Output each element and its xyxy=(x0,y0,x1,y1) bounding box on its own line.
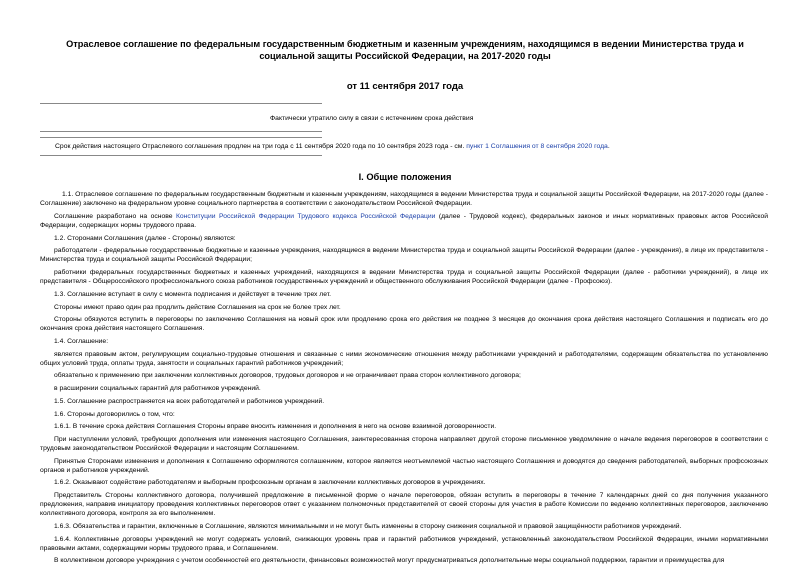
paragraph-guarantees: в расширении социальных гарантий для работников учреждений. xyxy=(54,385,261,393)
extended-note-end: . xyxy=(607,143,610,150)
agreement-2020-link[interactable]: пункт 1 Соглашения от 8 сентября 2020 года xyxy=(466,143,608,150)
paragraph-employees: работники федеральных государственных бюджетных и казенных учреждений, находящихся в ведении Министерства труда и социальной защиты Российской Федерации (далее - работники учреждений), в лице их представителя - Общероссийского профессионального союза работников государственных учреждений и общественного обслуживания Российской Федерации (далее - Профсоюз). xyxy=(40,269,768,286)
paragraph-1-4: 1.4. Соглашение: xyxy=(54,337,109,345)
paragraph-1-6-4: 1.6.4. Коллективные договоры учреждений не могут содержать условий, снижающих уровень прав и гарантий работников учреждений, установленный законодательством Российской Федерации, иными нормативными правовыми актами, содержащими нормы трудового права, и Соглашением. xyxy=(40,535,768,552)
paragraph-1-6-2: 1.6.2. Оказывают содействие работодателям и выборным профсоюзным органам в заключении коллективных договоров в учреждениях. xyxy=(54,479,486,487)
paragraph-1-6-1: 1.6.1. В течение срока действия Соглашения Стороны вправе вносить изменения и дополнения в него на основе взаимной договоренности. xyxy=(54,423,497,431)
extended-note xyxy=(55,142,775,151)
paragraph-changes: При наступлении условий, требующих дополнения или изменения настоящего Соглашения, заинтересованная сторона направляет другой стороне письменное уведомление о начале ведения переговоров в соответствии с трудовым законодательством Российской Федерации и настоящим Соглашением. xyxy=(40,435,768,452)
paragraph-1-5: 1.5. Соглашение распространяется на всех работодателей и работников учреждений. xyxy=(54,397,325,405)
labor-code-link[interactable]: Трудового кодекса Российской Федерации xyxy=(297,212,436,220)
paragraph-mandatory: обязательно к применению при заключении коллективных договоров, трудовых договоров и не ограничивает права сторон коллективного договора; xyxy=(54,372,521,380)
paragraph-extension-right: Стороны имеют право один раз продлить действие Соглашения на срок не более трех лет. xyxy=(54,303,341,311)
paragraph-1-6-3: 1.6.3. Обязательства и гарантии, включенные в Соглашение, являются минимальными и не могут быть изменены в сторону снижения социальной и правовой защищённости работников учреждений. xyxy=(54,523,682,530)
document-body xyxy=(40,190,768,569)
document-date: от 11 сентября 2017 года xyxy=(346,81,464,92)
paragraph-basis xyxy=(40,212,768,230)
divider xyxy=(40,131,322,132)
constitution-link[interactable]: Конституции Российской Федерации xyxy=(175,212,294,220)
paragraph-collective-agreement: В коллективном договоре учреждения с учетом особенностей его деятельности, финансовых возможностей могут предусматриваться дополнительные меры социальной поддержки, гарантии и преимущества для xyxy=(54,557,725,565)
section-heading: I. Общие положения xyxy=(358,172,452,182)
paragraph-employers: работодатели - федеральные государственные бюджетные и казенные учреждения, находящиеся в ведении Министерства труда и социальной защиты Российской Федерации (далее - учреждения), в лице их представителя - Министерства труда и социальной защиты Российской Федерации; xyxy=(40,247,768,264)
paragraph-basis-text: Соглашение разработано на основе xyxy=(54,212,173,220)
paragraph-1-2: 1.2. Сторонами Соглашения (далее - Стороны) являются: xyxy=(54,234,236,242)
paragraph-negotiations: Стороны обязуются вступить в переговоры по заключению Соглашения на новый срок или продлению срока его действия не позднее 3 месяцев до окончания срока действия настоящего Соглашения и подписать его до окончания срока действия настоящего Соглашения. xyxy=(40,316,768,333)
paragraph-1-3: 1.3. Соглашение вступает в силу с момента подписания и действует в течение трех лет. xyxy=(54,290,331,298)
paragraph-1-6: 1.6. Стороны договорились о том, что: xyxy=(54,410,175,418)
document-title: Отраслевое соглашение по федеральным государственным бюджетным и казенным учреждениям, находящимся в ведении Министерства труда и социальной защиты Российской Федерации, на 2017-2020 годы xyxy=(66,39,744,61)
paragraph-representative: Представитель Стороны коллективного договора, получившей предложение в письменной форме о начале переговоров, обязан вступить в переговоры в течение 7 календарных дней со дня получения указанного предложения, направив инициатору проведения коллективных переговоров ответ с указанием полномочных представителей от своей стороны для участия в работе Комиссии по ведению коллективных переговоров, заключению коллективного договора, контроля за его выполнением. xyxy=(40,492,768,518)
paragraph-legal-act: является правовым актом, регулирующим социально-трудовые отношения и связанные с ними экономические отношения между работниками учреждений и работодателями, содержащим обязательства по установлению общих условий труда, оплаты труда, занятости и социальных гарантий работников учреждений; xyxy=(40,350,768,367)
extended-note-text: Срок действия настоящего Отраслевого соглашения продлен на три года с 11 сентября 2020 года по 10 сентября 2023 года - см. xyxy=(55,143,465,150)
divider xyxy=(40,137,322,138)
paragraph-basis-end: (далее - Трудовой кодекс), федеральных законов и иных нормативных правовых актов Российской Федерации, содержащих нормы трудового права. xyxy=(40,212,768,229)
paragraph-1-1: 1.1. Отраслевое соглашение по федеральным государственным бюджетным и казенным учреждениям, находящимся в ведении Министерства труда и социальной защиты Российской Федерации, на 2017-2020 годы (далее - Соглашение) заключено на федеральном уровне социального партнерства в соответствии с законодательством Российской Федерации. xyxy=(40,191,769,208)
expired-note: Фактически утратило силу в связи с истечением срока действия xyxy=(270,115,474,122)
divider xyxy=(40,103,322,104)
divider xyxy=(40,155,322,156)
paragraph-amendments: Принятые Сторонами изменения и дополнения к Соглашению оформляются соглашением, которое является неотъемлемой частью настоящего Соглашения и доводятся до сведения работодателей, выборных профсоюзных органов и работников учреждений. xyxy=(40,457,768,474)
